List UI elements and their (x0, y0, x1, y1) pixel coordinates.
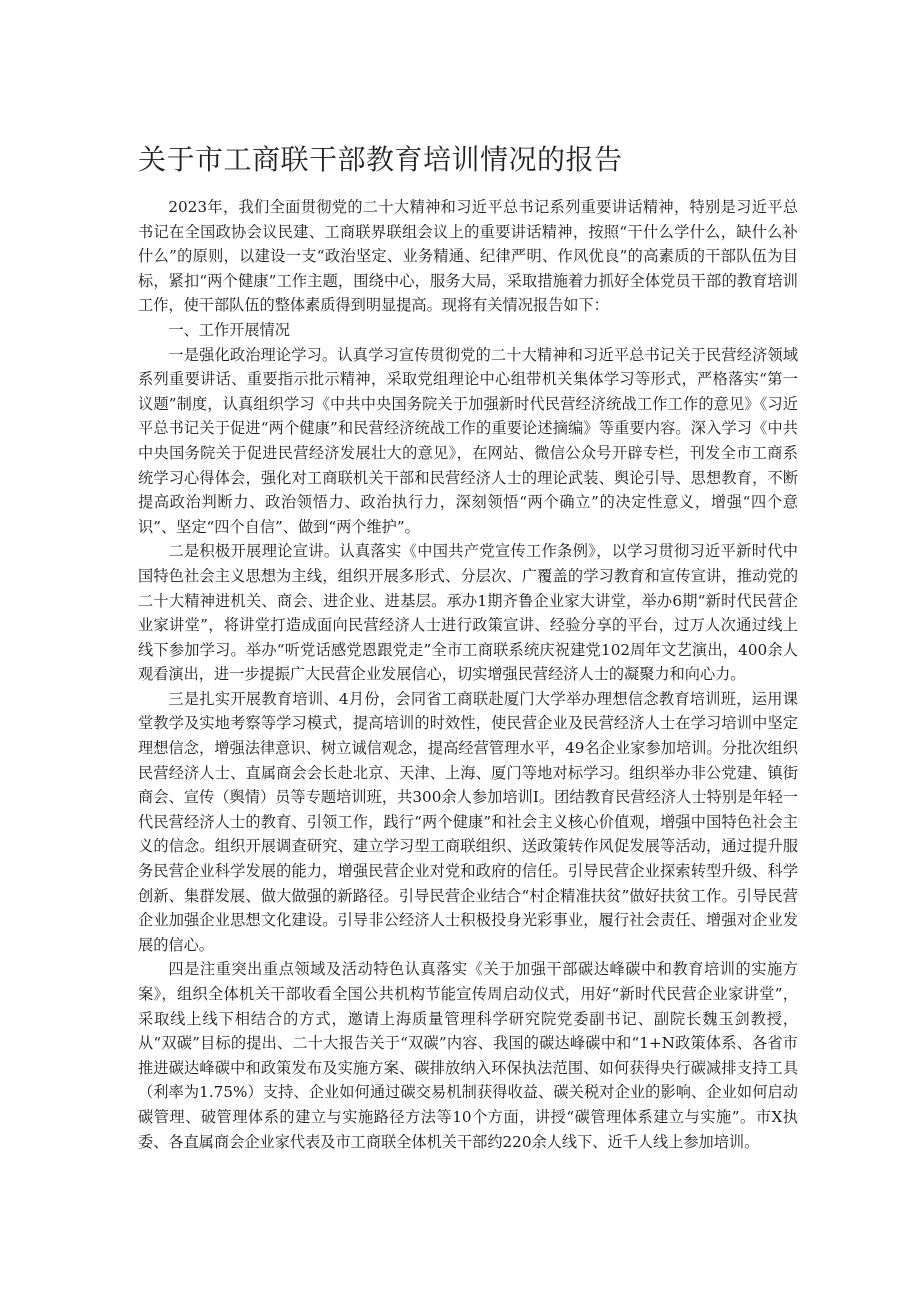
intro-paragraph: 2023年，我们全面贯彻党的二十大精神和习近平总书记系列重要讲话精神，特别是习近平总书记在全国政协会议民建、工商联界联组会议上的重要讲话精神，按照“干什么学什么，缺什么补什么”的原则，以建设一支“政治坚定、业务精通、纪律严明、作风优良”的高素质的干部队伍为目标，紧扣“两个健康”工作主题，围绕中心，服务大局，采取措施着力抓好全体党员干部的教育培训工作，使干部队伍的整体素质得到明显提高。现将有关情况报告如下： (138, 198, 798, 315)
report-title: 关于市工商联干部教育培训情况的报告 (138, 143, 623, 176)
paragraph-education-training: 三是扎实开展教育培训、4月份，会同省工商联赴厦门大学举办理想信念教育培训班，运用课堂教学及实地考察等学习模式，提高培训的时效性，使民营企业及民营经济人士在学习培训中坚定理想信念，增强法律意识、树立诚信观念，提高经营管理水平，49名企业家参加培训。分批次组织民营经济人士、直属商会会长赴北京、天津、上海、厦门等地对标学习。组织举办非公党建、镇街商会、宣传（舆情）员等专题培训班，共300余人参加培训I。团结教育民营经济人士特别是年轻一代民营经济人士的教育、引领工作，践行“两个健康”和社会主义核心价值观，增强中国特色社会主义的信念。组织开展调查研究、建立学习型工商联组织、送政策转作风促发展等活动，通过提升服务民营企业科学发展的能力，增强民营企业对党和政府的信任。引导民营企业探索转型升级、科学创新、集群发展、做大做强的新路径。引导民营企业结合“村企精准扶贫”做好扶贫工作。引导民营企业加强企业思想文化建设。引导非公经济人士积极投身光彩事业，履行社会责任、增强对企业发展的信心。 (138, 689, 798, 954)
section-heading: 一、工作开展情况 (168, 320, 290, 339)
report-body (138, 143, 798, 1154)
paragraph-political-theory: 一是强化政治理论学习。认真学习宣传贯彻党的二十大精神和习近平总书记关于民营经济领域系列重要讲话、重要指示批示精神，采取党组理论中心组带机关集体学习等形式，严格落实“第一议题”制度，认真组织学习《中共中央国务院关于加强新时代民营经济统战工作工作的意见》《习近平总书记关于促进“两个健康”和民营经济统战工作的重要论述摘编》等重要内容。深入学习《中共中央国务院关于促进民营经济发展壮大的意见》，在网站、微信公众号开辟专栏，刊发全市工商系统学习心得体会，强化对工商联机关干部和民营经济人士的理论武装、舆论引导、思想教育，不断提高政治判断力、政治领悟力、政治执行力，深刻领悟“两个确立”的决定性意义，增强“四个意识”、坚定“四个自信”、做到“两个维护”。 (138, 345, 798, 536)
paragraph-carbon-training: 四是注重突出重点领域及活动特色认真落实《关于加强干部碳达峰碳中和教育培训的实施方案》，组织全体机关干部收看全国公共机构节能宣传周启动仪式，用好“新时代民营企业家讲堂”，采取线上线下相结合的方式，邀请上海质量管理科学研究院党委副书记、副院长魏玉剑教授，从“双碳”目标的提出、二十大报告关于“双碳”内容、我国的碳达峰碳中和“1+N政策体系、各省市推进碳达峰碳中和政策发布及实施方案、碳排放纳入环保执法范围、如何获得央行碳减排支持工具（利率为1.75%）支持、企业如何通过碳交易机制获得收益、碳关税对企业的影响、企业如何启动碳管理、破管理体系的建立与实施路径方法等10个方面，讲授“碳管理体系建立与实施”。市X执委、各直属商会企业家代表及市工商联全体机关干部约220余人线下、近千人线上参加培训。 (138, 960, 798, 1151)
paragraph-theory-lecture: 二是积极开展理论宣讲。认真落实《中国共产党宣传工作条例》，以学习贯彻习近平新时代中国特色社会主义思想为主线，组织开展多形式、分层次、广覆盖的学习教育和宣传宣讲，推动党的二十大精神进机关、商会、进企业、进基层。承办1期齐鲁企业家大讲堂，举办6期“新时代民营企业家讲堂”，将讲堂打造成面向民营经济人士进行政策宣讲、经验分享的平台，过万人次通过线上线下参加学习。举办“听党话感党恩跟党走”全市工商联系统庆祝建党102周年文艺演出，400余人观看演出，进一步提振广大民营企业发展信心，切实增强民营经济人士的凝聚力和向心力。 (138, 542, 798, 684)
